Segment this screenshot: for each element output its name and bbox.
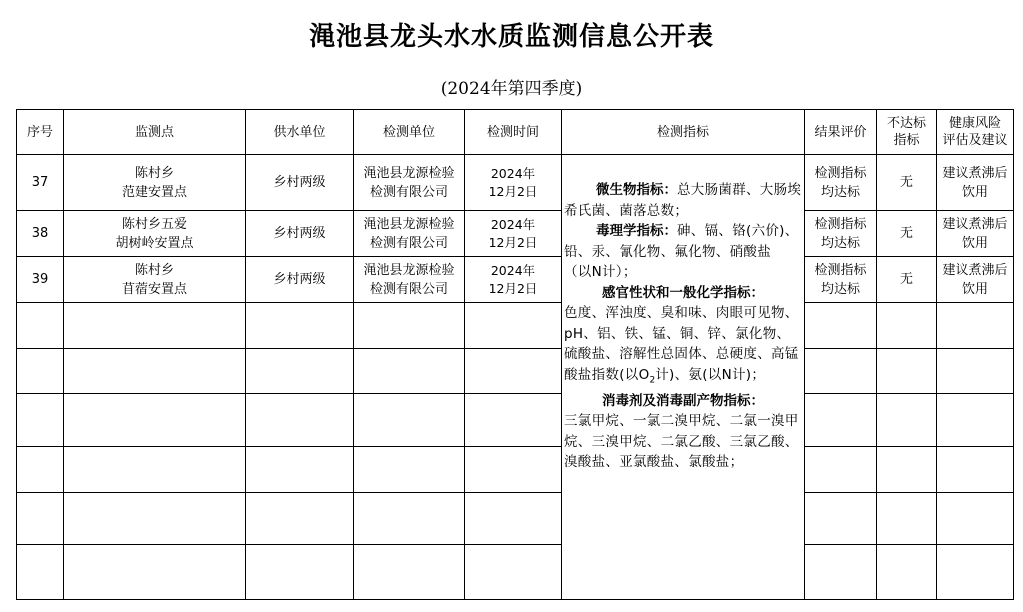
table-row xyxy=(17,155,1014,211)
indicator-disinfection: 消毒剂及消毒副产物指标： 三氯甲烷、一氯二溴甲烷、二氯一溴甲烷、三溴甲烷、二氯乙酸、三氯乙酸、溴酸盐、亚氯酸盐、氯酸盐； xyxy=(564,392,799,471)
row-result: 检测指标 均达标 xyxy=(805,257,877,303)
header-supplier: 供水单位 xyxy=(246,110,354,155)
header-site: 监测点 xyxy=(64,110,246,155)
table-header-row xyxy=(17,110,1014,155)
indicator-toxicology: 毒理学指标：砷、镉、铬(六价)、铅、汞、氰化物、氟化物、硝酸盐 （以N计）； xyxy=(564,223,799,280)
row-no: 38 xyxy=(17,211,64,257)
row-result: 检测指标 均达标 xyxy=(805,155,877,211)
row-site: 陈村乡五爱 胡树岭安置点 xyxy=(64,211,246,257)
empty-row xyxy=(17,303,1014,349)
row-unqualified: 无 xyxy=(877,155,937,211)
row-unqualified: 无 xyxy=(877,211,937,257)
empty-row xyxy=(17,493,1014,545)
row-no: 39 xyxy=(17,257,64,303)
document-title: 渑池县龙头水水质监测信息公开表 xyxy=(308,22,714,52)
indicator-microbiology: 微生物指标：总大肠菌群、大肠埃希氏菌、菌落总数； xyxy=(564,182,802,219)
row-date: 2024年 12月2日 xyxy=(465,211,562,257)
row-date: 2024年 12月2日 xyxy=(465,257,562,303)
row-supplier: 乡村两级 xyxy=(246,155,354,211)
document-subtitle: (2024年第四季度) xyxy=(440,79,583,99)
header-no: 序号 xyxy=(17,110,64,155)
row-unqualified: 无 xyxy=(877,257,937,303)
row-advice: 建议煮沸后 饮用 xyxy=(937,155,1014,211)
table-row xyxy=(17,211,1014,257)
header-advice: 健康风险 评估及建议 xyxy=(937,110,1014,155)
header-result: 结果评价 xyxy=(805,110,877,155)
row-site: 陈村乡 苜蓿安置点 xyxy=(64,257,246,303)
header-indicators: 检测指标 xyxy=(562,110,805,155)
row-advice: 建议煮沸后 饮用 xyxy=(937,257,1014,303)
empty-row xyxy=(17,394,1014,447)
row-supplier: 乡村两级 xyxy=(246,211,354,257)
row-lab: 渑池县龙源检验 检测有限公司 xyxy=(354,155,465,211)
header-unqualified: 不达标 指标 xyxy=(877,110,937,155)
empty-row xyxy=(17,545,1014,600)
row-date: 2024年 12月2日 xyxy=(465,155,562,211)
row-result: 检测指标 均达标 xyxy=(805,211,877,257)
row-advice: 建议煮沸后 饮用 xyxy=(937,211,1014,257)
row-no: 37 xyxy=(17,155,64,211)
indicators-cell xyxy=(562,155,805,600)
water-quality-table xyxy=(16,109,1014,600)
empty-row xyxy=(17,349,1014,394)
row-lab: 渑池县龙源检验 检测有限公司 xyxy=(354,257,465,303)
empty-row xyxy=(17,447,1014,493)
header-lab: 检测单位 xyxy=(354,110,465,155)
row-lab: 渑池县龙源检验 检测有限公司 xyxy=(354,211,465,257)
header-time: 检测时间 xyxy=(465,110,562,155)
row-site: 陈村乡 范建安置点 xyxy=(64,155,246,211)
table-row xyxy=(17,257,1014,303)
indicator-sensory: 感官性状和一般化学指标： 色度、浑浊度、臭和味、肉眼可见物、pH、铝、铁、锰、铜、锌、氯化物、硫酸盐、溶解性总固体、总硬度、高锰酸盐指数(以$O_2$计)、氨(以N计)； xyxy=(564,284,799,386)
row-supplier: 乡村两级 xyxy=(246,257,354,303)
